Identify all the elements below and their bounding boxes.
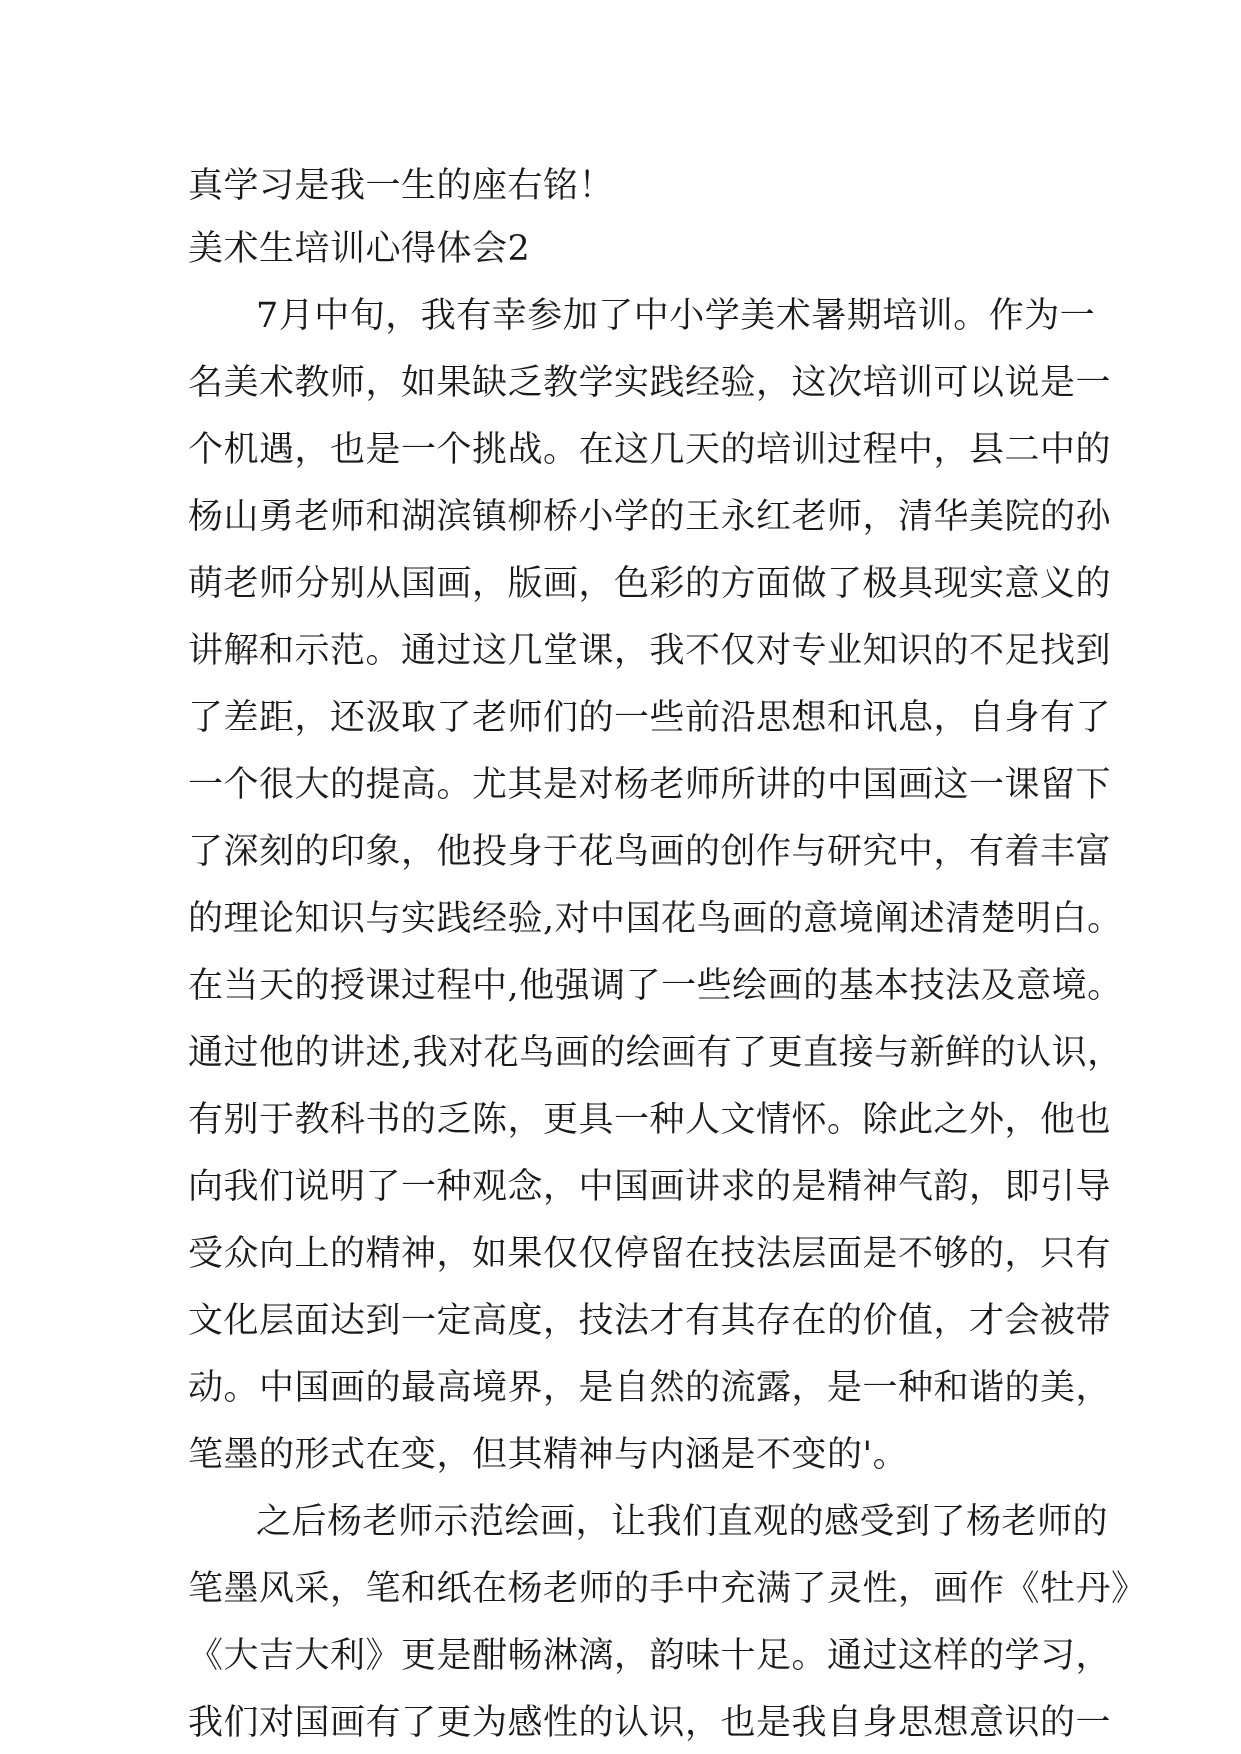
paragraph-line: 的理论知识与实践经验,对中国花鸟画的意境阐述清楚明白。 — [188, 899, 1123, 939]
paragraph-line: 有别于教科书的乏陈，更具一种人文情怀。除此之外，他也 — [188, 1100, 1112, 1140]
section-heading: 美术生培训心得体会2 — [188, 229, 531, 269]
paragraph-line: 通过他的讲述,我对花鸟画的绘画有了更直接与新鲜的认识， — [188, 1033, 1123, 1073]
paragraph-line: 《大吉大利》更是酣畅淋漓，韵味十足。通过这样的学习， — [188, 1636, 1112, 1676]
paragraph-line: 了差距，还汲取了老师们的一些前沿思想和讯息，自身有了 — [188, 698, 1112, 738]
paragraph-line: 动。中国画的最高境界，是自然的流露，是一种和谐的美， — [188, 1368, 1112, 1408]
paragraph-line: 笔墨的形式在变，但其精神与内涵是不变的'。 — [188, 1435, 909, 1475]
paragraph-line: 了深刻的印象，他投身于花鸟画的创作与研究中，有着丰富 — [188, 832, 1112, 872]
paragraph-line: 一个很大的提高。尤其是对杨老师所讲的中国画这一课留下 — [188, 765, 1112, 805]
paragraph-line: 7月中旬，我有幸参加了中小学美术暑期培训。作为一 — [256, 296, 1096, 336]
paragraph-line: 个机遇，也是一个挑战。在这几天的培训过程中，县二中的 — [188, 430, 1112, 470]
paragraph-line: 向我们说明了一种观念，中国画讲求的是精神气韵，即引导 — [188, 1167, 1112, 1207]
paragraph-line: 我们对国画有了更为感性的认识，也是我自身思想意识的一 — [188, 1703, 1112, 1743]
paragraph-line: 萌老师分别从国画，版画，色彩的方面做了极具现实意义的 — [188, 564, 1112, 604]
paragraph-line: 受众向上的精神，如果仅仅停留在技法层面是不够的，只有 — [188, 1234, 1112, 1274]
paragraph-line: 名美术教师，如果缺乏教学实践经验，这次培训可以说是一 — [188, 363, 1112, 403]
paragraph-line: 杨山勇老师和湖滨镇柳桥小学的王永红老师，清华美院的孙 — [188, 497, 1112, 537]
paragraph-line: 之后杨老师示范绘画，让我们直观的感受到了杨老师的 — [256, 1502, 1109, 1542]
paragraph-line: 笔墨风采，笔和纸在杨老师的手中充满了灵性，画作《牡丹》 — [188, 1569, 1147, 1609]
paragraph-line: 讲解和示范。通过这几堂课，我不仅对专业知识的不足找到 — [188, 631, 1112, 671]
paragraph-line: 在当天的授课过程中,他强调了一些绘画的基本技法及意境。 — [188, 966, 1123, 1006]
text-line: 真学习是我一生的座右铭！ — [188, 166, 615, 206]
paragraph-line: 文化层面达到一定高度，技法才有其存在的价值，才会被带 — [188, 1301, 1112, 1341]
